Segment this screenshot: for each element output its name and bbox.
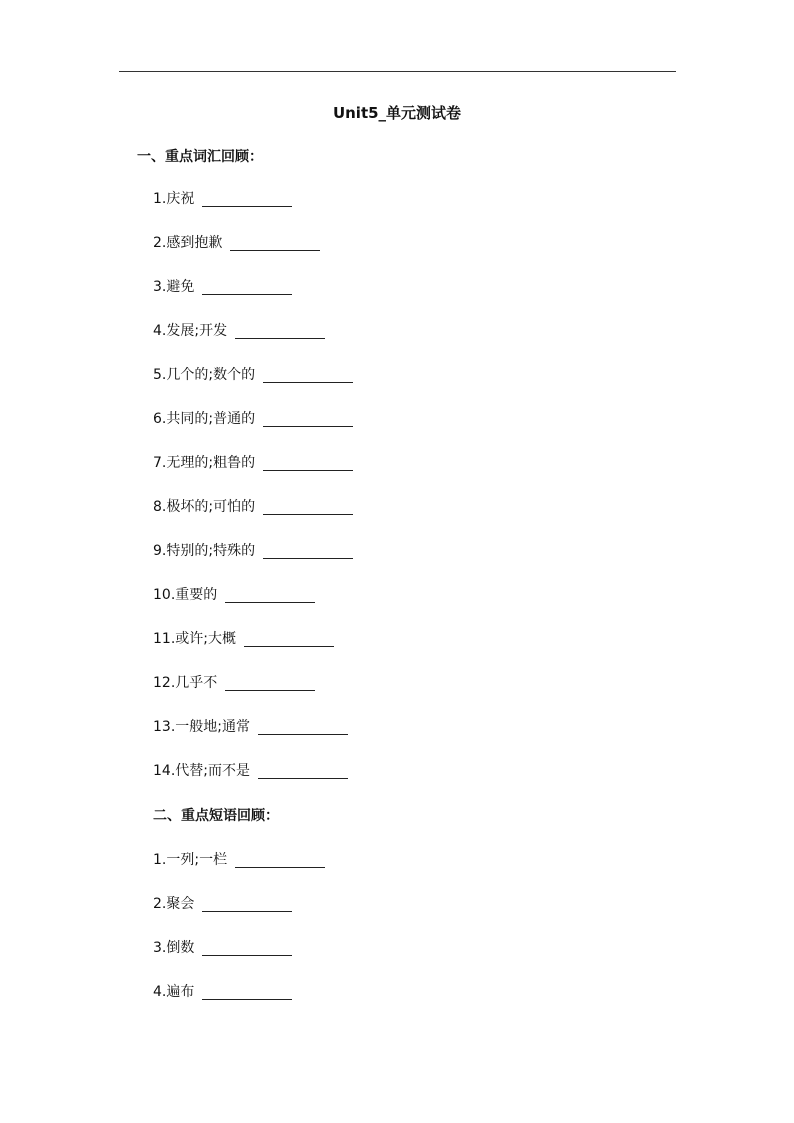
header-rule [119,71,676,72]
item-label: 14.代替;而不是 [153,763,250,779]
list-item [153,497,353,541]
answer-blank[interactable] [235,850,325,868]
section-heading-vocabulary: 一、重点词汇回顾： [137,149,263,165]
item-label: 2.感到抱歉 [153,235,223,251]
answer-blank[interactable] [202,938,292,956]
list-item [153,409,353,453]
answer-blank[interactable] [202,189,292,207]
item-label: 2.聚会 [153,896,195,912]
list-item [153,365,353,409]
answer-blank[interactable] [202,982,292,1000]
list-item [153,541,353,585]
item-label: 10.重要的 [153,587,218,603]
item-label: 5.几个的;数个的 [153,367,256,383]
answer-blank[interactable] [235,321,325,339]
item-label: 13.一般地;通常 [153,719,250,735]
list-item [153,761,353,805]
list-item [153,629,353,673]
item-label: 3.倒数 [153,940,195,956]
list-item [153,717,353,761]
list-item [153,321,353,365]
answer-blank[interactable] [225,585,315,603]
section-heading-phrases: 二、重点短语回顾： [153,808,279,824]
phrases-list [153,850,325,1026]
item-label: 9.特别的;特殊的 [153,543,256,559]
item-label: 12.几乎不 [153,675,218,691]
list-item [153,189,353,233]
item-label: 7.无理的;粗鲁的 [153,455,256,471]
item-label: 4.发展;开发 [153,323,228,339]
answer-blank[interactable] [263,541,353,559]
answer-blank[interactable] [244,629,334,647]
item-label: 3.避免 [153,279,195,295]
item-label: 6.共同的;普通的 [153,411,256,427]
list-item [153,673,353,717]
answer-blank[interactable] [263,453,353,471]
list-item [153,453,353,497]
vocabulary-list [153,189,353,805]
list-item [153,982,325,1026]
answer-blank[interactable] [258,717,348,735]
answer-blank[interactable] [230,233,320,251]
item-label: 4.遍布 [153,984,195,1000]
answer-blank[interactable] [263,365,353,383]
answer-blank[interactable] [263,497,353,515]
answer-blank[interactable] [225,673,315,691]
document-title: Unit5_单元测试卷 [332,104,462,122]
answer-blank[interactable] [202,894,292,912]
answer-blank[interactable] [258,761,348,779]
item-label: 8.极坏的;可怕的 [153,499,256,515]
list-item [153,277,353,321]
list-item [153,850,325,894]
item-label: 11.或许;大概 [153,631,236,647]
answer-blank[interactable] [263,409,353,427]
list-item [153,233,353,277]
item-label: 1.庆祝 [153,191,195,207]
list-item [153,585,353,629]
answer-blank[interactable] [202,277,292,295]
list-item [153,894,325,938]
list-item [153,938,325,982]
item-label: 1.一列;一栏 [153,852,228,868]
